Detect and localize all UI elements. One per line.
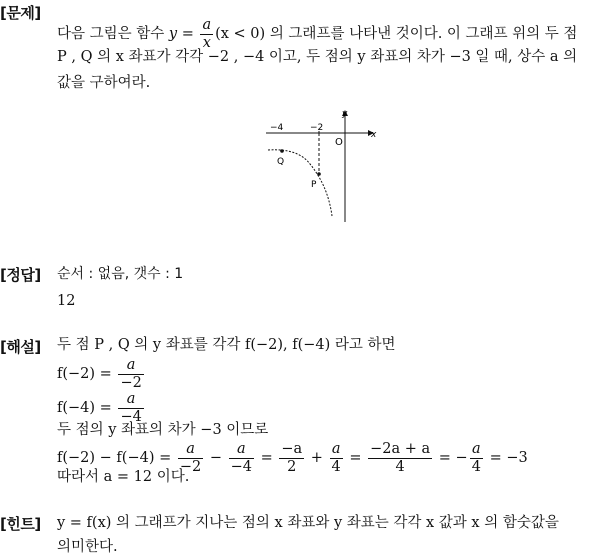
problem-func: y = bbox=[168, 26, 199, 42]
term-2-num: a bbox=[236, 441, 246, 457]
eq3-lhs: f(−2) − f(−4) = bbox=[57, 450, 176, 466]
solution-line-1: 두 점 P , Q 의 y 좌표를 각각 f(−2), f(−4) 라고 하면 bbox=[57, 337, 396, 353]
eq3-term-4 bbox=[330, 442, 343, 474]
origin-label: O bbox=[335, 137, 343, 148]
problem-text-1b: 의 그래프를 나타낸 것이다. 이 그래프 위의 두 점 bbox=[269, 26, 578, 42]
problem-label: [문제] bbox=[0, 4, 41, 22]
eq1-num: a bbox=[126, 357, 136, 373]
eq3-term-3 bbox=[279, 442, 304, 474]
answer-meta: 순서 : 없음, 갯수 : 1 bbox=[57, 266, 184, 282]
answer-value: 12 bbox=[57, 293, 76, 309]
solution-eq-1 bbox=[57, 358, 146, 390]
problem-fraction bbox=[200, 18, 213, 50]
eq2-den: −4 bbox=[120, 408, 142, 425]
eq1-den: −2 bbox=[120, 374, 142, 391]
eq3-term-6 bbox=[470, 442, 483, 474]
problem-condition: (x < 0) bbox=[215, 26, 266, 42]
answer-label: [정답] bbox=[0, 266, 41, 284]
x-tick-1-label: −4 bbox=[270, 123, 284, 133]
hint-line-1: y = f(x) 의 그래프가 지나는 점의 x 좌표와 y 좌표는 각각 x 값과 x 의 함숫값을 bbox=[57, 515, 559, 531]
problem-line-3: 값을 구하여라. bbox=[57, 75, 151, 91]
fraction-numerator: a bbox=[202, 17, 212, 33]
eq2-frac bbox=[118, 392, 143, 424]
eq2-lhs: f(−4) = bbox=[57, 400, 117, 416]
term-5-den: 4 bbox=[368, 458, 432, 475]
term-4-num: a bbox=[331, 441, 341, 457]
point-p-label: P bbox=[311, 180, 317, 190]
term-6-num: a bbox=[472, 441, 481, 457]
eq3-result: = −3 bbox=[489, 450, 528, 466]
problem-line-1 bbox=[57, 18, 577, 50]
term-3-den: 2 bbox=[279, 458, 304, 475]
term-1-den: −2 bbox=[179, 458, 202, 475]
eq1-lhs: f(−2) = bbox=[57, 366, 117, 382]
y-axis-label: y bbox=[342, 109, 348, 119]
solution-eq-3: f(−2) − f(−4) = $\frac{a}{-2}$ − $\frac{a}{-4}$ = $\frac{-a}{2}$ + $\frac{a}{4}$ = $\frac{-2a + a}{4}$ = − $\frac{a}{4}$ = −3 bbox=[57, 441, 528, 475]
problem-line-2: P , Q 의 x 좌표가 각각 −2 , −4 이고, 두 점의 y 좌표의 차가 −3 일 때, 상수 a 의 bbox=[57, 49, 578, 65]
solution-line-6: 따라서 a = 12 이다. bbox=[57, 469, 190, 485]
solution-line-4: 두 점의 y 좌표의 차가 −3 이므로 bbox=[57, 422, 269, 438]
graph-figure bbox=[262, 104, 382, 226]
term-3-num: −a bbox=[281, 441, 303, 457]
eq3-term-2 bbox=[229, 442, 254, 474]
hint-label: [힌트] bbox=[0, 515, 41, 533]
hint-line-2: 의미한다. bbox=[57, 539, 118, 555]
fraction-denominator: x bbox=[200, 34, 213, 51]
problem-text-1a: 다음 그림은 함수 bbox=[57, 26, 165, 42]
point-p-dot bbox=[317, 172, 321, 176]
eq2-num: a bbox=[126, 391, 136, 407]
solution-label: [해설] bbox=[0, 338, 41, 356]
point-q-label: Q bbox=[277, 157, 285, 167]
term-6-den: 4 bbox=[471, 458, 481, 475]
term-1-num: a bbox=[186, 441, 195, 457]
eq1-frac bbox=[118, 358, 143, 390]
point-q-dot bbox=[280, 149, 284, 153]
eq3-term-5 bbox=[368, 442, 432, 474]
term-5-num: −2a + a bbox=[370, 441, 431, 457]
x-axis-label: x bbox=[371, 130, 377, 140]
x-tick-2-label: −2 bbox=[310, 123, 324, 133]
term-2-den: −4 bbox=[230, 458, 252, 475]
solution-eq-2 bbox=[57, 392, 146, 424]
term-4-den: 4 bbox=[331, 458, 341, 475]
